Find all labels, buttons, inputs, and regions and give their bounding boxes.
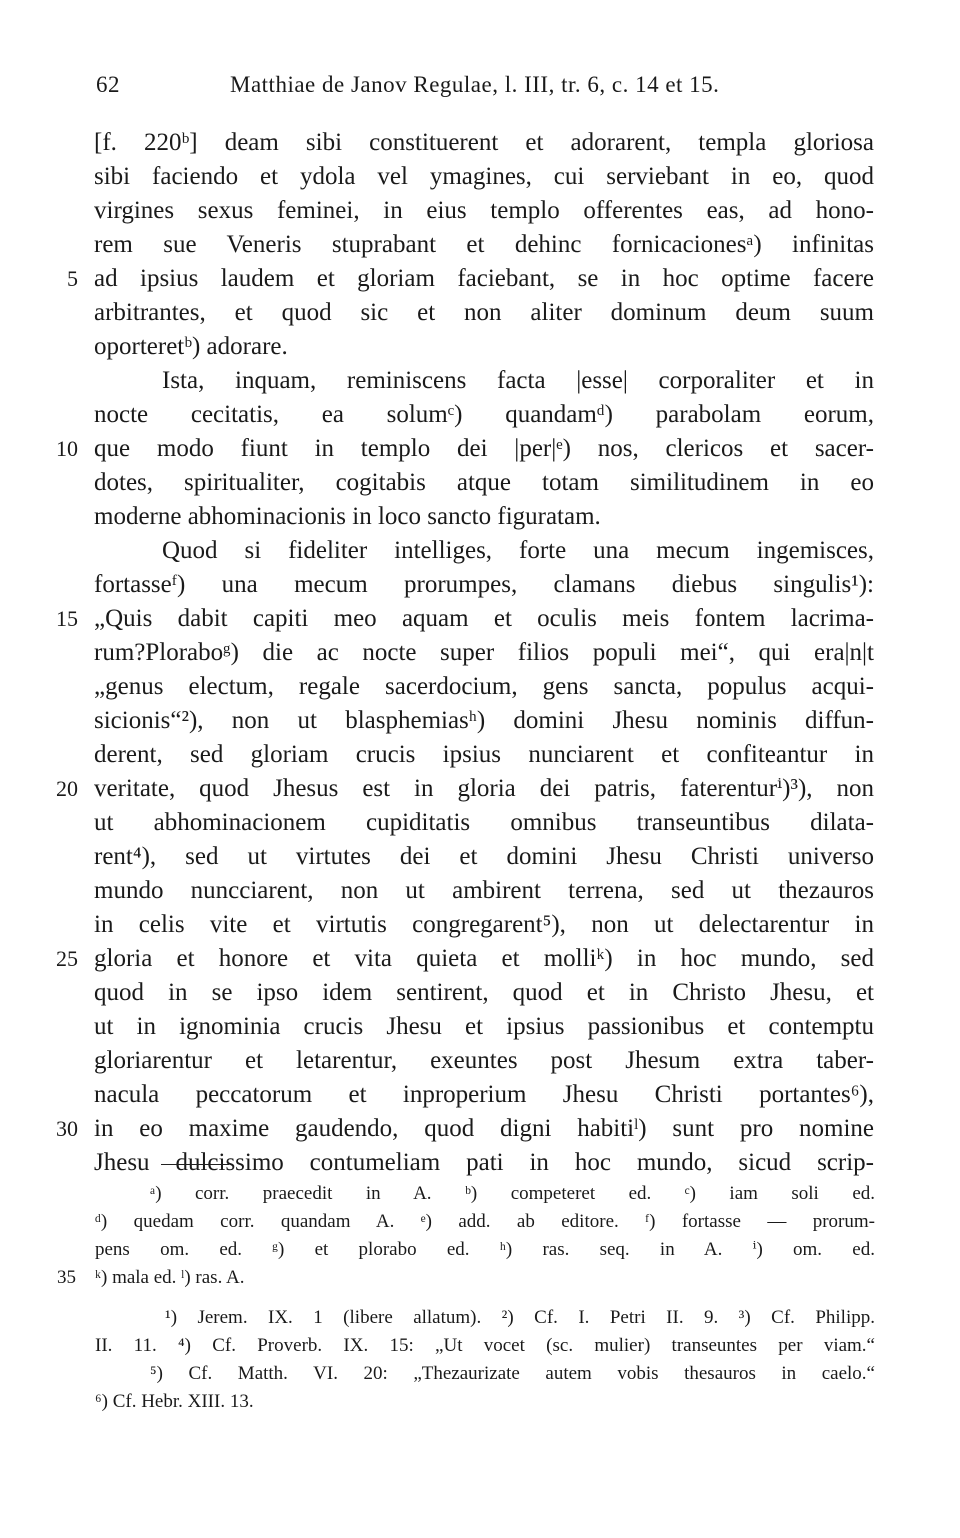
text-line: ad ipsius laudem et gloriam faciebant, se in hoc optime facere: [94, 265, 874, 292]
running-title: Matthiae de Janov Regulae, l. III, tr. 6, c. 14 et 15.: [230, 72, 720, 97]
line-number: 30: [56, 1116, 78, 1141]
source-note-line: ¹) Jerem. IX. 1 (libere allatum). ²) Cf. I. Petri II. 9. ³) Cf. Philipp.: [165, 1307, 875, 1328]
page-number: 62: [96, 72, 120, 97]
text-line: ut in ignominia crucis Jhesu et ipsius passionibus et contemptu: [94, 1013, 874, 1040]
text-line: ut abhominacionem cupiditatis omnibus transeuntibus dilata-: [94, 809, 874, 836]
apparatus-line: pens om. ed. ᵍ) et plorabo ed. ʰ) ras. seq. in A. ⁱ) om. ed.: [95, 1239, 875, 1260]
text-line: Quod si fideliter intelliges, forte una mecum ingemisces,: [162, 537, 874, 564]
text-line: gloria et honore et vita quieta et molliᵏ) in hoc mundo, sed: [94, 945, 874, 972]
text-line: rem sue Veneris stuprabant et dehinc fornicacionesᵃ) infinitas: [94, 231, 874, 258]
text-line: nocte cecitatis, ea solumᶜ) quandamᵈ) parabolam eorum,: [94, 401, 874, 428]
footnote-divider: [161, 1164, 229, 1165]
text-line: gloriarentur et letarentur, exeuntes post Jhesum extra taber-: [94, 1047, 874, 1074]
source-note-line: ⁵) Cf. Matth. VI. 20: „Thezaurizate autem vobis thesauros in caelo.“: [150, 1363, 875, 1384]
text-line: sicionis“²), non ut blasphemiasʰ) domini Jhesu nominis diffun-: [94, 707, 874, 734]
text-line: mundo nuncciarent, non ut ambirent terrena, sed ut thezauros: [94, 877, 874, 904]
text-line: „Quis dabit capiti meo aquam et oculis meis fontem lacrima-: [94, 605, 874, 632]
footnote-line-number: 35: [57, 1267, 76, 1288]
text-line: derent, sed gloriam crucis ipsius nunciarent et confiteantur in: [94, 741, 874, 768]
line-number: 15: [56, 606, 78, 631]
source-note-line: II. 11. ⁴) Cf. Proverb. IX. 15: „Ut vocet (sc. mulier) transeuntes per viam.“: [95, 1335, 875, 1356]
text-line: virgines sexus feminei, in eius templo offerentes eas, ad hono-: [94, 197, 874, 224]
text-line: rum?Ploraboᵍ) die ac nocte super filios populi mei“, qui era|n|t: [94, 639, 874, 666]
text-line: nacula peccatorum et inproperium Jhesu Christi portantes⁶),: [94, 1081, 874, 1108]
text-line: [f. 220ᵇ] deam sibi constituerent et adorarent, templa gloriosa: [94, 129, 874, 156]
text-line: quod in se ipso idem sentirent, quod et in Christo Jhesu, et: [94, 979, 874, 1006]
text-line: oporteretᵇ) adorare.: [94, 333, 288, 360]
apparatus-line: ᵃ) corr. praecedit in A. ᵇ) competeret ed. ᶜ) iam soli ed.: [150, 1183, 875, 1204]
text-line: rent⁴), sed ut virtutes dei et domini Jhesu Christi universo: [94, 843, 874, 870]
text-line: que modo fiunt in templo dei |per|ᵉ) nos, clericos et sacer-: [94, 435, 874, 462]
line-number: 10: [56, 436, 78, 461]
apparatus-line: ᵏ) mala ed. ˡ) ras. A.: [95, 1267, 245, 1288]
text-line: veritate, quod Jhesus est in gloria dei patris, faterenturⁱ)³), non: [94, 775, 874, 802]
source-note-line: ⁶) Cf. Hebr. XIII. 13.: [95, 1391, 254, 1412]
text-line: Jhesu dulcissimo contumeliam pati in hoc mundo, sicud scrip-: [94, 1149, 874, 1176]
text-line: dotes, spiritualiter, cogitabis atque totam similitudinem in eo: [94, 469, 874, 496]
text-line: „genus electum, regale sacerdocium, gens sancta, populus acqui-: [94, 673, 874, 700]
text-line: fortasseᶠ) una mecum prorumpes, clamans diebus singulis¹):: [94, 571, 874, 598]
apparatus-line: ᵈ) quedam corr. quandam A. ᵉ) add. ab editore. ᶠ) fortasse — prorum-: [95, 1211, 875, 1232]
text-line: in celis vite et virtutis congregarent⁵), non ut delectarentur in: [94, 911, 874, 938]
text-line: Ista, inquam, reminiscens facta |esse| corporaliter et in: [162, 367, 874, 394]
text-line: moderne abhominacionis in loco sancto figuratam.: [94, 503, 601, 530]
line-number: 5: [67, 266, 78, 291]
text-line: arbitrantes, et quod sic et non aliter dominum deum suum: [94, 299, 874, 326]
line-number: 20: [56, 776, 78, 801]
line-number: 25: [56, 946, 78, 971]
text-line: sibi faciendo et ydola vel ymagines, cui serviebant in eo, quod: [94, 163, 874, 190]
text-line: in eo maxime gaudendo, quod digni habitiˡ) sunt pro nomine: [94, 1115, 874, 1142]
page-header: [96, 72, 876, 108]
